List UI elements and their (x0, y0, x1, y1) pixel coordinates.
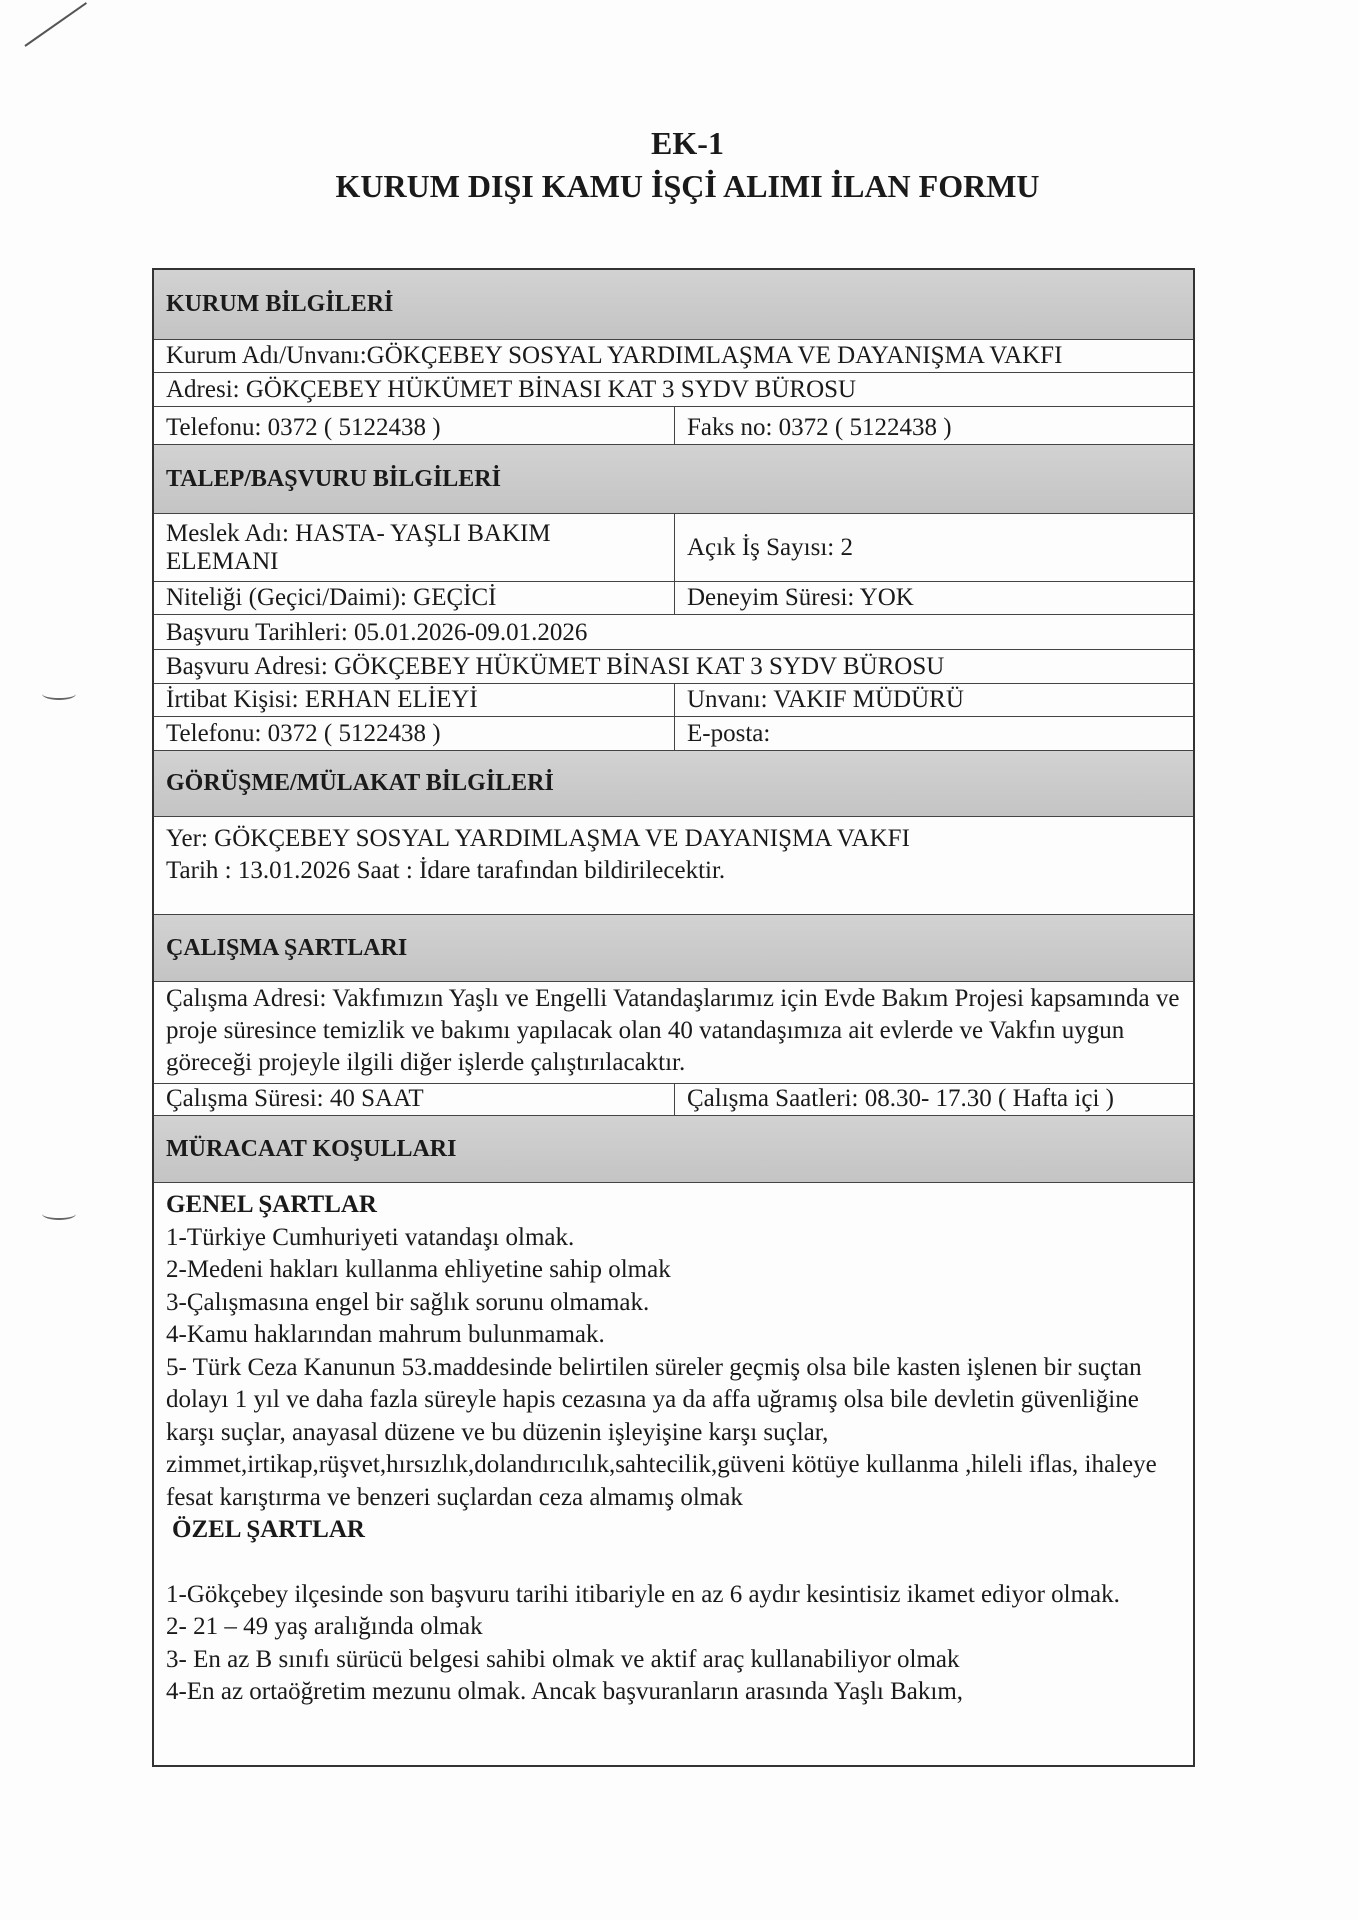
section-calisma: ÇALIŞMA ŞARTLARI (166, 934, 408, 961)
gorusme-yer: Yer: GÖKÇEBEY SOSYAL YARDIMLAŞMA VE DAYANIŞMA VAKFI (166, 825, 910, 852)
section-talep: TALEP/BAŞVURU BİLGİLERİ (166, 465, 501, 492)
form-title: KURUM DIŞI KAMU İŞÇİ ALIMI İLAN FORMU (335, 168, 1040, 204)
unvan: Unvanı: VAKIF MÜDÜRÜ (687, 686, 964, 713)
calisma-adresi: Çalışma Adresi: Vakfımızın Yaşlı ve Engelli Vatandaşlarımız için Evde Bakım Projesi kapsamında ve proje süresince temizlik ve bakımı yapılacak olan 40 vatandaşımıza ait evlerde ve Vakfın uygun göreceği projeyle ilgili diğer işlerde çalıştırılacaktır. (166, 985, 1180, 1076)
genel-sartlar-title: GENEL ŞARTLAR (166, 1191, 377, 1218)
genel-sart-item: 5- Türk Ceza Kanunun 53.maddesinde belirtilen süreler geçmiş olsa bile kasten işlenen bir suçtan dolayı 1 yıl ve daha fazla süreyle hapis cezasına ya da affa uğramış olsa bile devletin güvenliğine karşı suçlar, anayasal düzene ve bu düzenin işleyişine karşı suçlar, zimmet,irtikap,rüşvet,hırsızlık,dolandırıcılık,sahtecilik,güveni kötüye kullanma ,hileli iflas, ihaleye fesat karıştırma ve benzeri suçlardan ceza almamış olmak (166, 1353, 1157, 1511)
section-muracaat: MÜRACAAT KOŞULLARI (166, 1135, 457, 1162)
irtibat-telefon: Telefonu: 0372 ( 5122438 ) (154, 717, 675, 750)
deneyim-suresi: Deneyim Süresi: YOK (687, 584, 914, 611)
acik-is-sayisi: Açık İş Sayısı: 2 (687, 533, 853, 561)
genel-sart-item: 1-Türkiye Cumhuriyeti vatandaşı olmak. (166, 1223, 575, 1251)
gorusme-tarih: Tarih : 13.01.2026 Saat : İdare tarafından bildirilecektir. (166, 857, 726, 884)
genel-sart-item: 4-Kamu haklarından mahrum bulunmamak. (166, 1321, 605, 1348)
pen-mark (24, 2, 87, 47)
genel-sart-item: 2-Medeni hakları kullanma ehliyetine sahip olmak (166, 1256, 671, 1283)
genel-sart-item: 3-Çalışmasına engel bir sağlık sorunu olmamak. (166, 1288, 650, 1316)
ozel-sartlar-title: ÖZEL ŞARTLAR (172, 1516, 365, 1543)
punch-hole-mark (42, 1208, 76, 1220)
ozel-sart-item: 4-En az ortaöğretim mezunu olmak. Ancak başvuranların arasında Yaşlı Bakım, (166, 1678, 964, 1705)
ozel-sart-item: 2- 21 – 49 yaş aralığında olmak (166, 1613, 483, 1640)
calisma-saatleri: Çalışma Saatleri: 08.30- 17.30 ( Hafta içi ) (687, 1085, 1114, 1112)
meslek-adi: Meslek Adı: HASTA- YAŞLI BAKIM ELEMANI (154, 514, 675, 581)
form-table (152, 268, 1195, 1767)
calisma-suresi: Çalışma Süresi: 40 SAAT (154, 1084, 675, 1115)
basvuru-adresi: Başvuru Adresi: GÖKÇEBEY HÜKÜMET BİNASI KAT 3 SYDV BÜROSU (166, 653, 945, 680)
section-gorusme: GÖRÜŞME/MÜLAKAT BİLGİLERİ (166, 770, 554, 796)
ozel-sart-item: 3- En az B sınıfı sürücü belgesi sahibi olmak ve aktif araç kullanabiliyor olmak (166, 1645, 960, 1673)
niteligi: Niteliği (Geçici/Daimi): GEÇİCİ (154, 582, 675, 614)
punch-hole-mark (42, 688, 76, 700)
e-posta: E-posta: (687, 720, 771, 747)
annex-code: EK-1 (651, 125, 724, 161)
section-kurum: KURUM BİLGİLERİ (166, 291, 394, 317)
kurum-name: Kurum Adı/Unvanı:GÖKÇEBEY SOSYAL YARDIMLAŞMA VE DAYANIŞMA VAKFI (166, 342, 1063, 369)
ozel-sart-item: 1-Gökçebey ilçesinde son başvuru tarihi itibariyle en az 6 aydır kesintisiz ikamet ediyor olmak. (166, 1580, 1120, 1608)
kurum-address: Adresi: GÖKÇEBEY HÜKÜMET BİNASI KAT 3 SYDV BÜROSU (166, 376, 857, 403)
irtibat-kisisi: İrtibat Kişisi: ERHAN ELİEYİ (154, 684, 675, 716)
kurum-fax: Faks no: 0372 ( 5122438 ) (687, 414, 952, 441)
basvuru-tarihleri: Başvuru Tarihleri: 05.01.2026-09.01.2026 (166, 619, 588, 646)
kurum-phone: Telefonu: 0372 ( 5122438 ) (154, 407, 675, 444)
